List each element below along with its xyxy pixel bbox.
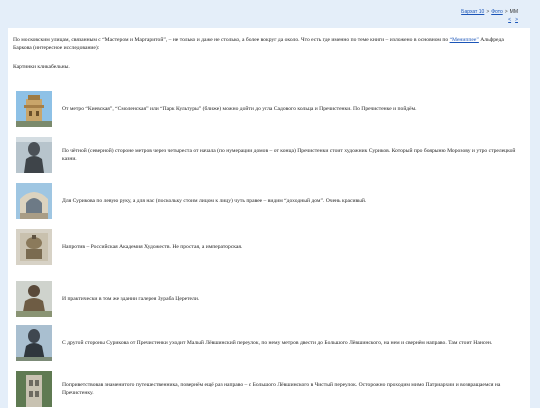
nansen-statue-thumbnail[interactable]	[16, 325, 52, 361]
clickable-note: Картинки кликабельны.	[13, 64, 70, 70]
content-panel	[8, 28, 530, 408]
row-caption: И практически в том же здании галерея Зураба Церетели.	[62, 296, 200, 302]
surikov-statue-image	[16, 137, 52, 173]
nansen-statue-image	[16, 325, 52, 361]
row-caption: Для Сурикова по левую руку, а для нас (поскольку стоим лицом к лицу) чуть правее – видим “доходный дом”. Очень красивый.	[62, 198, 367, 204]
rental-house-image	[16, 183, 52, 219]
row-caption: От метро “Киевская”, “Смоленская” или “Парк Культуры” (ближе) можно дойти до угла Садового кольца и Пречистенки. По Пречистенке и пойдём.	[62, 106, 417, 112]
breadcrumb-link-1[interactable]: Бархат 10	[461, 9, 485, 15]
top-bar	[0, 0, 540, 26]
church-tower-thumbnail[interactable]	[16, 91, 52, 127]
row-caption: Напротив – Российская Академия Художеств. Не простая, а императорская.	[62, 244, 243, 250]
surikov-statue-thumbnail[interactable]	[16, 137, 52, 173]
breadcrumb-link-2[interactable]: Фото	[491, 9, 503, 15]
breadcrumb-separator: >	[486, 9, 490, 15]
list-item	[16, 325, 526, 361]
menippea-link[interactable]: “Мениппее”	[449, 37, 479, 43]
breadcrumb-separator: >	[504, 9, 508, 15]
row-caption: По чётной (северной) стороне метров через четыреста от начала (по нумерации домов – от конца) Пречистенки стоит художник Суриков. Который про боярыню Морозову и утро стрелецкой казни.	[62, 148, 516, 162]
row-caption: С другой стороны Сурикова от Пречистенки уходит Малый Лёвшинский переулок, по нему метров двести до Большого Лёвшинского, на нем и свернём направо. Там стоит Нансен.	[62, 340, 493, 346]
rental-house-thumbnail[interactable]	[16, 183, 52, 219]
church-tower-image	[16, 91, 52, 127]
breadcrumb	[461, 9, 518, 15]
list-item	[16, 371, 526, 407]
traveller-house-thumbnail[interactable]	[16, 371, 52, 407]
list-item	[16, 183, 526, 219]
list-item	[16, 137, 526, 173]
next-page-link[interactable]: >	[515, 17, 518, 23]
row-caption: Поприветствовав знаменитого путешественника, повернём ещё раз направо – с Большого Лёвшинского в Чистый переулок. Осторожно проходим мимо Патриархии и возвращаемся на Пречистенку.	[62, 382, 501, 396]
list-item	[16, 229, 526, 265]
pager	[504, 17, 518, 23]
academy-crown-thumbnail[interactable]	[16, 229, 52, 265]
list-item	[16, 281, 526, 317]
intro-text: По московским улицам, связанным с “Мастером и Маргаритой”, – не только и даже не столько, а более вокруг да около. Что есть где именно по теме книги – изложено в основном по	[13, 37, 450, 43]
prev-page-link[interactable]: <	[508, 17, 512, 23]
intro-paragraph	[13, 36, 523, 52]
tsereteli-gallery-thumbnail[interactable]	[16, 281, 52, 317]
list-item	[16, 91, 526, 127]
tsereteli-gallery-image	[16, 281, 52, 317]
traveller-house-image	[16, 371, 52, 407]
intro-text-end: Альфреда Баркова (интересное исследование):	[13, 37, 504, 51]
breadcrumb-current: ММ	[509, 9, 518, 15]
academy-crown-image	[16, 229, 52, 265]
